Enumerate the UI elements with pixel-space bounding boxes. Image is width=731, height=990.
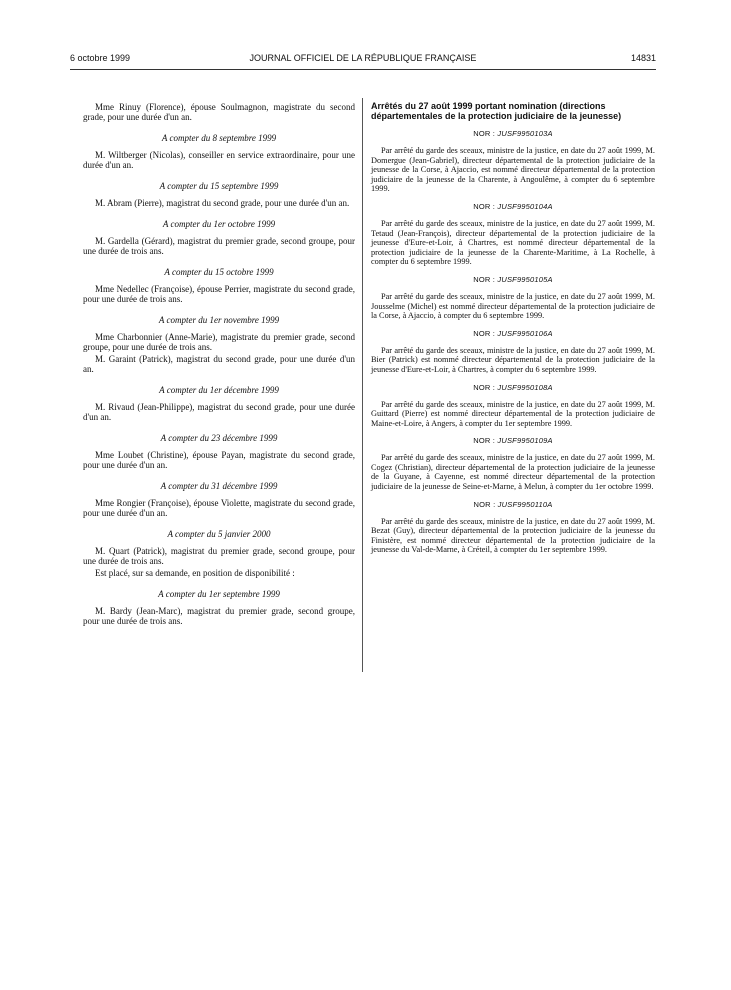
effective-date: A compter du 1er septembre 1999: [158, 589, 280, 599]
header-title: JOURNAL OFFICIEL DE LA RÉPUBLIQUE FRANÇAISE: [249, 53, 477, 63]
paragraph: M. Bardy (Jean-Marc), magistrat du premier grade, second groupe, pour une durée de trois ans.: [83, 606, 355, 626]
paragraph: M. Wiltberger (Nicolas), conseiller en service extraordinaire, pour une durée d'un an.: [83, 150, 355, 170]
paragraph: Mme Nedellec (Françoise), épouse Perrier, magistrate du second grade, pour une durée de trois ans.: [83, 284, 355, 304]
decree-entry: [371, 329, 655, 375]
nor-code: JUSF9950110A: [497, 499, 553, 509]
nor-code: JUSF9950104A: [497, 201, 553, 211]
nor-reference: [371, 329, 655, 339]
decree-entry: [371, 275, 655, 321]
effective-date: A compter du 15 septembre 1999: [159, 181, 279, 191]
nor-label: NOR :: [473, 499, 496, 509]
column-divider: [362, 98, 363, 672]
header-page-number: 14831: [630, 53, 656, 63]
paragraph: Mme Rongier (Françoise), épouse Violette, magistrate du second grade, pour une durée d'un an.: [83, 498, 355, 518]
decree-text: Par arrêté du garde des sceaux, ministre de la justice, en date du 27 août 1999, M. Domergue (Jean-Gabriel), directeur départemental de la protection judiciaire de la jeunesse de la Corse, à Ajaccio, est nommé directeur départemental de la protection judiciaire de la jeunesse de la Charente, à Angoulême, à compter du 6 septembre 1999.: [371, 146, 655, 194]
paragraph: Mme Rinuy (Florence), épouse Soulmagnon, magistrate du second grade, pour une durée d'un an.: [83, 102, 355, 122]
effective-date: A compter du 31 décembre 1999: [160, 481, 278, 491]
page-header: [70, 53, 656, 67]
paragraph: M. Quart (Patrick), magistrat du premier grade, second groupe, pour une durée de trois ans.: [83, 546, 355, 566]
nor-label: NOR :: [473, 274, 496, 284]
effective-date: A compter du 1er novembre 1999: [158, 315, 280, 325]
nor-code: JUSF9950105A: [497, 274, 553, 284]
right-column: [371, 101, 655, 555]
decree-entry: [371, 129, 655, 194]
nor-code: JUSF9950103A: [497, 129, 553, 138]
effective-date: A compter du 15 octobre 1999: [164, 267, 274, 277]
paragraph: Mme Loubet (Christine), épouse Payan, magistrate du second grade, pour une durée d'un an.: [83, 450, 355, 470]
decree-entry: [371, 383, 655, 429]
nor-label: NOR :: [473, 328, 496, 338]
nor-reference: [371, 436, 655, 446]
decree-entry: [371, 202, 655, 267]
decree-text: Par arrêté du garde des sceaux, ministre de la justice, en date du 27 août 1999, M. Bier (Patrick) est nommé directeur départemental de la protection judiciaire de la jeunesse d'Eure-et-Loir, à Chartres, à compter du 6 septembre 1999.: [371, 345, 655, 374]
nor-reference: [371, 275, 655, 285]
header-date: 6 octobre 1999: [70, 53, 131, 63]
nor-reference: [371, 202, 655, 212]
decree-text: Par arrêté du garde des sceaux, ministre de la justice, en date du 27 août 1999, M. Tetaud (Jean-François), directeur départemental de la protection judiciaire de la jeunesse d'Eure-et-Loir, à Chartres, est nommé directeur départemental de la protection judiciaire de la jeunesse de la Charente-Maritime, à La Rochelle, à compter du 6 septembre 1999.: [371, 218, 655, 267]
nor-reference: [371, 500, 655, 510]
nor-code: JUSF9950108A: [497, 382, 553, 392]
effective-date: A compter du 5 janvier 2000: [167, 529, 271, 539]
decree-entry: [371, 500, 655, 555]
paragraph: M. Garaint (Patrick), magistrat du second grade, pour une durée d'un an.: [83, 354, 355, 374]
nor-label: NOR :: [473, 382, 496, 392]
decree-text: Par arrêté du garde des sceaux, ministre de la justice, en date du 27 août 1999, M. Cogez (Christian), directeur départemental de la protection judiciaire de la jeunesse de la Guyane, à Cayenne, est nommé directeur départemental de la protection judiciaire de la jeunesse de Seine-et-Marne, à Melun, à compter du 1er octobre 1999.: [371, 453, 655, 492]
nor-label: NOR :: [473, 129, 496, 138]
decree-entry: [371, 436, 655, 491]
paragraph: Est placé, sur sa demande, en position de disponibilité :: [95, 568, 295, 578]
effective-date: A compter du 8 septembre 1999: [161, 133, 277, 143]
decree-text: Par arrêté du garde des sceaux, ministre de la justice, en date du 27 août 1999, M. Guittard (Pierre) est nommé directeur départemental de la protection judiciaire de Maine-et-Loire, à Angers, à compter du 1er septembre 1999.: [371, 399, 655, 428]
nor-label: NOR :: [473, 201, 496, 211]
paragraph: Mme Charbonnier (Anne-Marie), magistrate du premier grade, second groupe, pour une durée de trois ans.: [83, 332, 355, 352]
decree-list: [371, 129, 655, 555]
header-rule: [70, 69, 656, 70]
decree-text: Par arrêté du garde des sceaux, ministre de la justice, en date du 27 août 1999, M. Bezat (Guy), directeur départemental de la protection judiciaire de la jeunesse du Finistère, est nommé directeur départemental de la protection judiciaire de la jeunesse du Val-de-Marne, à Créteil, à compter du 1er septembre 1999.: [371, 516, 655, 555]
nor-label: NOR :: [473, 436, 496, 446]
nor-reference: [371, 383, 655, 393]
effective-date: A compter du 1er octobre 1999: [162, 219, 276, 229]
nor-reference: [371, 129, 655, 139]
paragraph: M. Abram (Pierre), magistrat du second grade, pour une durée d'un an.: [95, 198, 350, 208]
section-title: Arrêtés du 27 août 1999 portant nomination (directions départementales de la protection judiciaire de la jeunesse): [371, 101, 622, 121]
left-column: [83, 102, 355, 632]
decree-text: Par arrêté du garde des sceaux, ministre de la justice, en date du 27 août 1999, M. Jousselme (Michel) est nommé directeur départemental de la protection judiciaire de la Corse, à Ajaccio, à compter du 6 septembre 1999.: [371, 291, 655, 321]
paragraph: M. Rivaud (Jean-Philippe), magistrat du second grade, pour une durée d'un an.: [83, 402, 355, 422]
paragraph: M. Gardella (Gérard), magistrat du premier grade, second groupe, pour une durée de trois ans.: [83, 236, 355, 256]
effective-date: A compter du 23 décembre 1999: [160, 433, 278, 443]
nor-code: JUSF9950109A: [497, 436, 553, 446]
effective-date: A compter du 1er décembre 1999: [159, 385, 279, 395]
nor-code: JUSF9950106A: [497, 328, 553, 338]
